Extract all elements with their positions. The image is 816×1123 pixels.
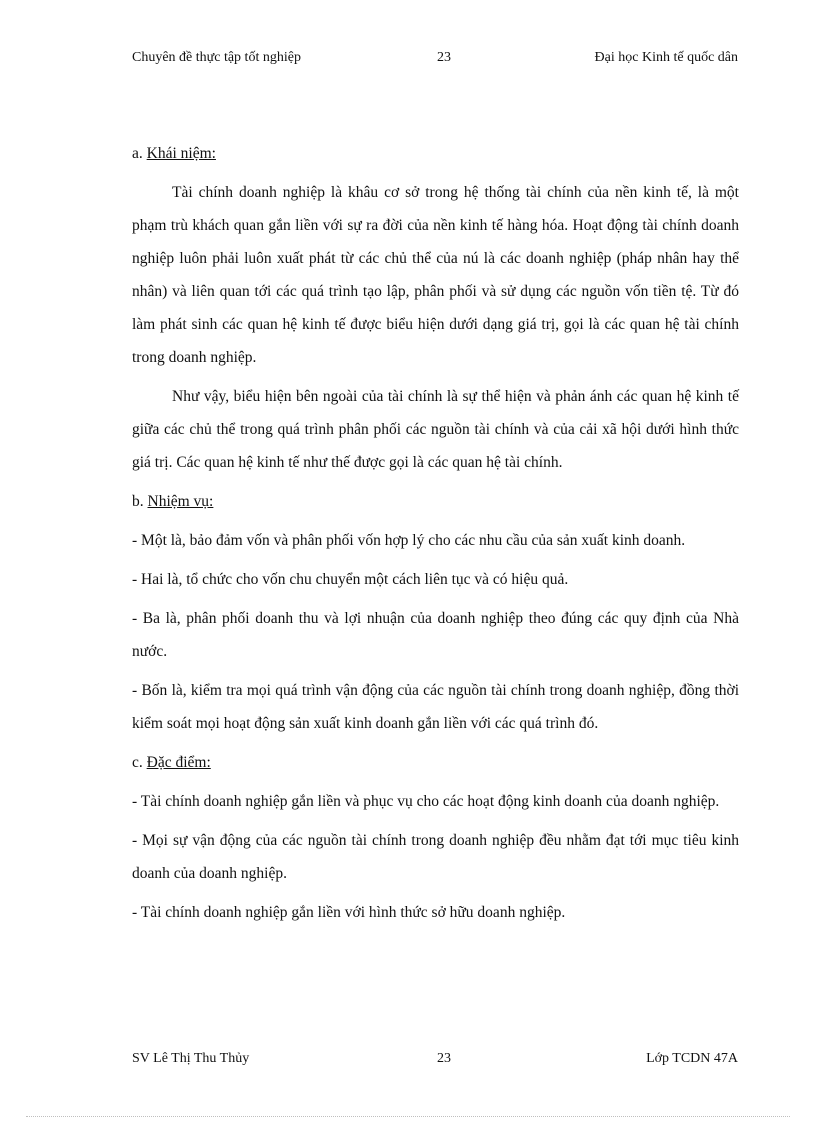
document-body (132, 137, 739, 929)
section-c-item: - Tài chính doanh nghiệp gắn liền với hình thức sở hữu doanh nghiệp. (132, 904, 566, 921)
section-b-item: - Bốn là, kiểm tra mọi quá trình vận động của các nguồn tài chính trong doanh nghiệp, đồng thời kiểm soát mọi hoạt động sản xuất kinh doanh gắn liền với các quá trình đó. (132, 682, 739, 732)
section-a-title: Khái niệm: (146, 145, 216, 162)
header-page-number: 23 (437, 50, 451, 65)
footer-page-number: 23 (437, 1051, 451, 1066)
section-b-item: - Hai là, tổ chức cho vốn chu chuyển một cách liên tục và có hiệu quả. (132, 571, 569, 588)
section-a-heading (132, 137, 739, 170)
section-c-label: c. (132, 754, 143, 771)
section-c-item: - Mọi sự vận động của các nguồn tài chính trong doanh nghiệp đều nhằm đạt tới mục tiêu kinh doanh của doanh nghiệp. (132, 832, 739, 882)
header-right-text: Đại học Kinh tế quốc dân (594, 50, 738, 65)
page-footer (132, 1051, 738, 1075)
section-a-paragraph-1: Tài chính doanh nghiệp là khâu cơ sở trong hệ thống tài chính của nền kinh tế, là một phạm trù khách quan gắn liền với sự ra đời của nền kinh tế hàng hóa. Hoạt động tài chính doanh nghiệp luôn phải luôn xuất phát từ các chủ thể của nú là các doanh nghiệp (pháp nhân hay thể nhân) và liên quan tới các quá trình tạo lập, phân phối và sử dụng các nguồn vốn tiền tệ. Từ đó làm phát sinh các quan hệ kinh tế được biểu hiện dưới dạng giá trị, gọi là các quan hệ tài chính trong doanh nghiệp. (132, 184, 739, 366)
section-c-heading (132, 746, 739, 779)
footer-class-name: Lớp TCDN 47A (646, 1051, 738, 1066)
section-a-label: a. (132, 145, 143, 162)
section-c-title: Đặc điểm: (146, 754, 211, 771)
page-header (132, 50, 738, 74)
section-b-label: b. (132, 493, 144, 510)
section-c-item: - Tài chính doanh nghiệp gắn liền và phục vụ cho các hoạt động kinh doanh của doanh nghiệp. (132, 793, 720, 810)
section-a-paragraph-2: Như vậy, biểu hiện bên ngoài của tài chính là sự thể hiện và phản ánh các quan hệ kinh tế giữa các chủ thể trong quá trình phân phối các nguồn tài chính và của cải xã hội dưới hình thức giá trị. Các quan hệ kinh tế như thế được gọi là các quan hệ tài chính. (132, 388, 739, 471)
section-b-item: - Ba là, phân phối doanh thu và lợi nhuận của doanh nghiệp theo đúng các quy định của Nhà nước. (132, 610, 739, 660)
section-b-title: Nhiệm vụ: (147, 493, 214, 510)
page-bottom-divider (26, 1116, 790, 1117)
footer-student-name: SV Lê Thị Thu Thủy (132, 1051, 250, 1066)
section-b-heading (132, 485, 739, 518)
header-left-text: Chuyên đề thực tập tốt nghiệp (132, 50, 301, 65)
section-b-item: - Một là, bảo đảm vốn và phân phối vốn hợp lý cho các nhu cầu của sản xuất kinh doanh. (132, 532, 686, 549)
